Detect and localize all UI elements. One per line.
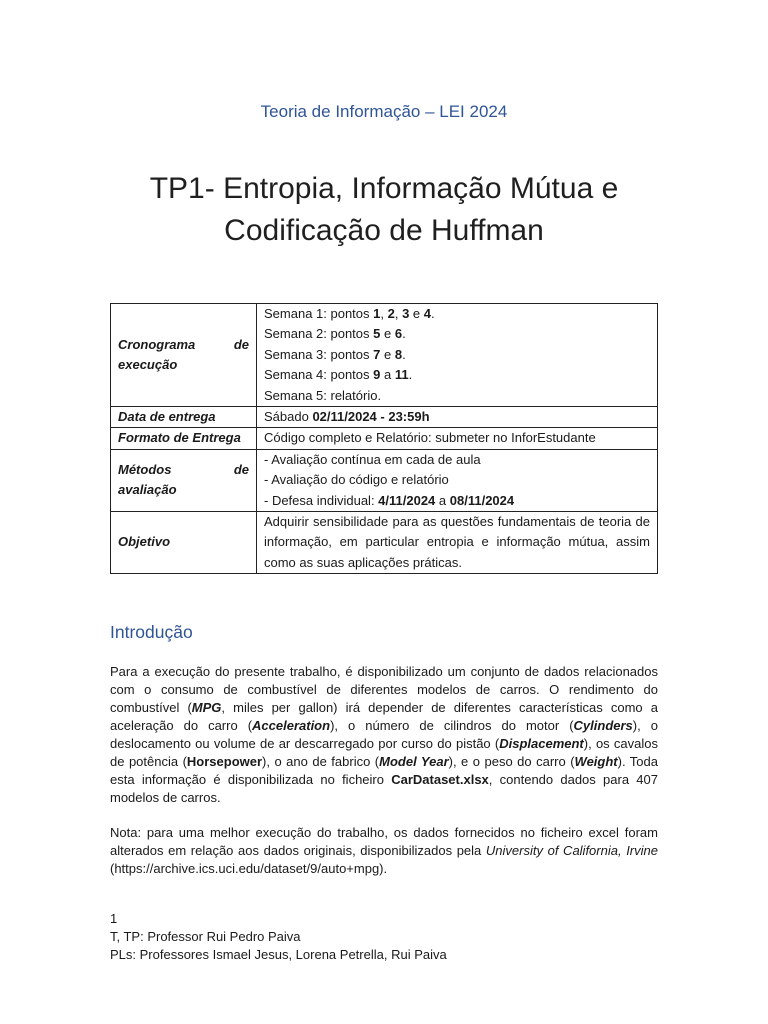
objetivo-label: Objetivo <box>111 512 257 574</box>
row-formato <box>111 428 658 449</box>
data-entrega-value: Sábado 02/11/2024 - 23:59h <box>257 407 658 428</box>
row-data-entrega <box>111 407 658 428</box>
cronograma-value <box>257 304 658 407</box>
metodos-line: - Defesa individual: 4/11/2024 a 08/11/2024 <box>264 492 515 508</box>
week-3: Semana 3: pontos 7 e 8. <box>264 346 406 362</box>
footer-line-2: PLs: Professores Ismael Jesus, Lorena Petrella, Rui Paiva <box>110 947 447 962</box>
footer <box>110 910 447 964</box>
row-metodos <box>111 449 658 511</box>
week-1: Semana 1: pontos 1, 2, 3 e 4. <box>264 306 435 321</box>
week-4: Semana 4: pontos 9 a 11. <box>264 367 413 383</box>
course-title: Teoria de Informação – LEI 2024 <box>260 102 508 121</box>
week-2: Semana 2: pontos 5 e 6. <box>264 326 406 342</box>
row-cronograma <box>111 304 658 407</box>
document-title-line-1: TP1- Entropia, Informação Mútua e <box>149 172 619 205</box>
metodos-label <box>111 449 257 511</box>
formato-value: Código completo e Relatório: submeter no InforEstudante <box>257 428 658 449</box>
metodos-label-word: de <box>233 462 249 478</box>
cronograma-label-word: execução <box>118 357 178 373</box>
objetivo-value: Adquirir sensibilidade para as questões fundamentais de teoria de informação, em particular entropia e informação mútua, assim como as suas aplicações práticas. <box>257 512 658 574</box>
cronograma-label-word: de <box>233 336 249 352</box>
footer-line-1: T, TP: Professor Rui Pedro Paiva <box>110 929 301 944</box>
info-table <box>110 303 658 574</box>
cronograma-label-word: Cronograma <box>118 336 196 352</box>
document-title <box>0 168 768 252</box>
row-objetivo <box>111 512 658 574</box>
metodos-label-word: avaliação <box>118 482 177 498</box>
metodos-line: - Avaliação contínua em cada de aula <box>264 451 481 467</box>
data-entrega-label: Data de entrega <box>111 407 257 428</box>
intro-paragraph-1: Para a execução do presente trabalho, é disponibilizado um conjunto de dados relacionados com o consumo de combustível de diferentes modelos de carros. O rendimento do combustível (MPG, miles per gallon) irá depender de diferentes características como a aceleração do carro (Acceleration), o número de cilindros do motor (Cylinders), o deslocamento ou volume de ar descarregado por curso do pistão (Displacement), os cavalos de potência (Horsepower), o ano de fabrico (Model Year), e o peso do carro (Weight). Toda esta informação é disponibilizada no ficheiro CarDataset.xlsx, contendo dados para 407 modelos de carros. <box>110 664 659 805</box>
metodos-label-word: Métodos <box>118 462 172 478</box>
formato-label: Formato de Entrega <box>111 428 257 449</box>
intro-paragraph-2: Nota: para uma melhor execução do trabalho, os dados fornecidos no ficheiro excel foram alterados em relação aos dados originais, disponibilizados pela University of California, Irvine (https://archive.ics.uci.edu/dataset/9/auto+mpg). <box>110 825 658 876</box>
section-heading-introducao: Introdução <box>110 622 193 642</box>
metodos-line: - Avaliação do código e relatório <box>264 472 449 488</box>
cronograma-label <box>111 304 257 407</box>
page-number: 1 <box>110 911 118 926</box>
document-title-line-2: Codificação de Huffman <box>224 214 544 247</box>
week-5: Semana 5: relatório. <box>264 387 382 403</box>
metodos-value <box>257 449 658 511</box>
